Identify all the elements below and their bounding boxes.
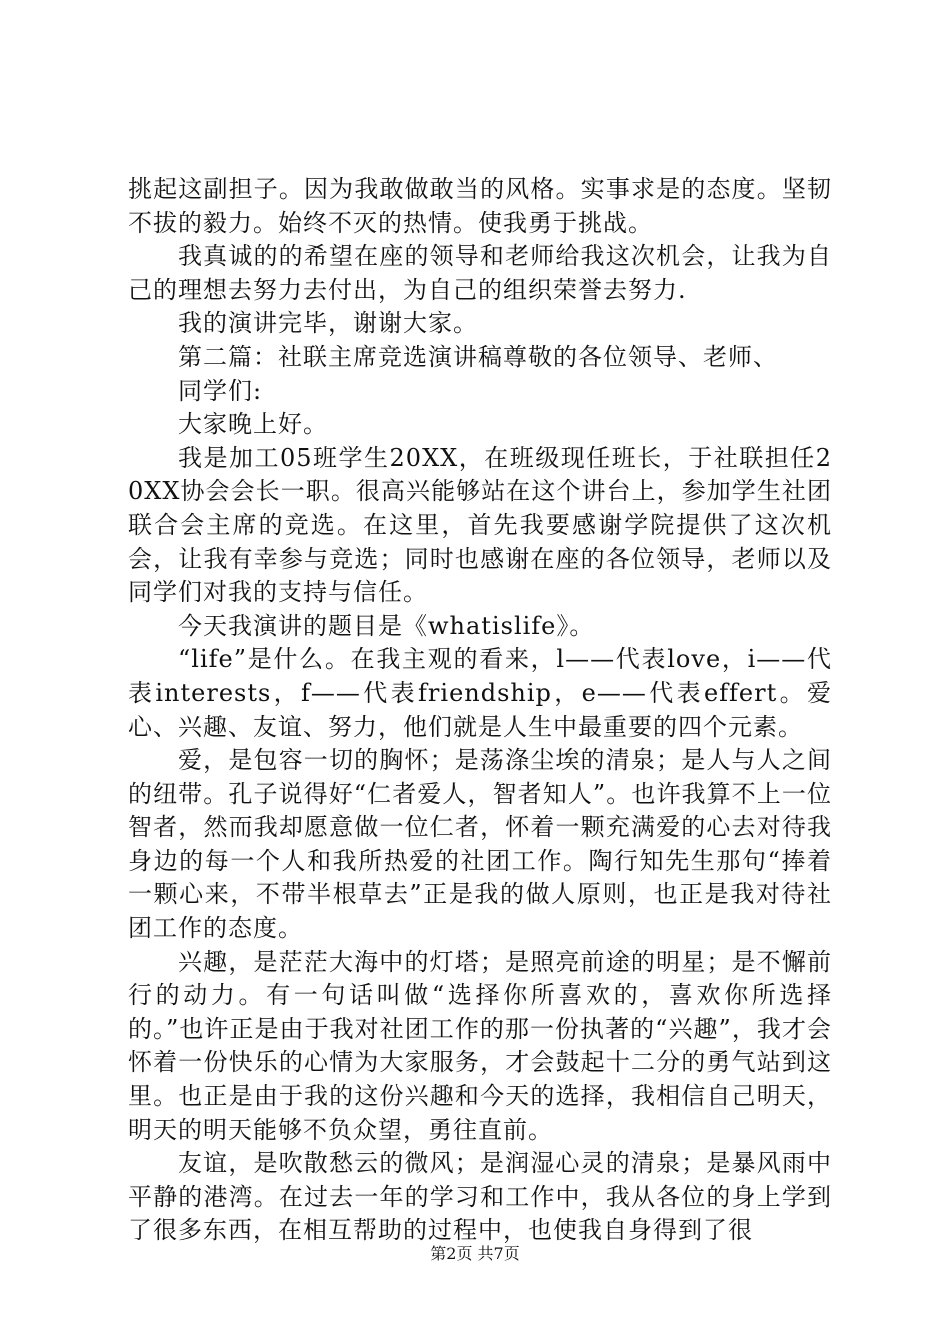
paragraph: 兴趣，是茫茫大海中的灯塔；是照亮前途的明星；是不懈前行的动力。有一句话叫做“选择你所喜欢的，喜欢你所选择的。”也许正是由于我对社团工作的那一份执著的“兴趣”，我才会怀着一份快乐的心情为大家服务，才会鼓起十二分的勇气站到这里。也正是由于我的这份兴趣和今天的选择，我相信自己明天，明天的明天能够不负众望，勇往直前。 bbox=[128, 947, 832, 1144]
section-heading: 第二篇：社联主席竞选演讲稿尊敬的各位领导、老师、 bbox=[178, 342, 778, 371]
document-body bbox=[128, 173, 832, 1248]
paragraph: 我真诚的的希望在座的领导和老师给我这次机会，让我为自己的理想去努力去付出，为自己的组织荣誉去努力. bbox=[128, 242, 832, 304]
paragraph: “life”是什么。在我主观的看来，l——代表love，i——代表interests，f——代表friendship，e——代表effert。爱心、兴趣、友谊、努力，他们就是人生中最重要的四个元素。 bbox=[128, 645, 832, 741]
paragraph: 我是加工05班学生20XX，在班级现任班长，于社联担任20XX协会会长一职。很高兴能够站在这个讲台上，参加学生社团联合会主席的竞选。在这里，首先我要感谢学院提供了这次机会，让我有幸参与竞选；同时也感谢在座的各位领导，老师以及同学们对我的支持与信任。 bbox=[128, 443, 832, 607]
paragraph: 我的演讲完毕，谢谢大家。 bbox=[178, 309, 478, 338]
paragraph: 挑起这副担子。因为我敢做敢当的风格。实事求是的态度。坚韧不拔的毅力。始终不灭的热情。使我勇于挑战。 bbox=[128, 175, 832, 237]
paragraph: 友谊，是吹散愁云的微风；是润湿心灵的清泉；是暴风雨中平静的港湾。在过去一年的学习和工作中，我从各位的身上学到了很多东西，在相互帮助的过程中，也使我自身得到了很 bbox=[128, 1149, 832, 1245]
paragraph: 大家晚上好。 bbox=[178, 410, 328, 439]
paragraph: 今天我演讲的题目是《whatislife》。 bbox=[178, 611, 595, 640]
page-number-footer: 第2页 共7页 bbox=[430, 1244, 520, 1263]
paragraph: 同学们: bbox=[178, 376, 263, 405]
paragraph: 爱，是包容一切的胸怀；是荡涤尘埃的清泉；是人与人之间的纽带。孔子说得好“仁者爱人，智者知人”。也许我算不上一位智者，然而我却愿意做一位仁者，怀着一颗充满爱的心去对待我身边的每一个人和我所热爱的社团工作。陶行知先生那句“捧着一颗心来，不带半根草去”正是我的做人原则，也正是我对待社团工作的态度。 bbox=[128, 746, 832, 943]
